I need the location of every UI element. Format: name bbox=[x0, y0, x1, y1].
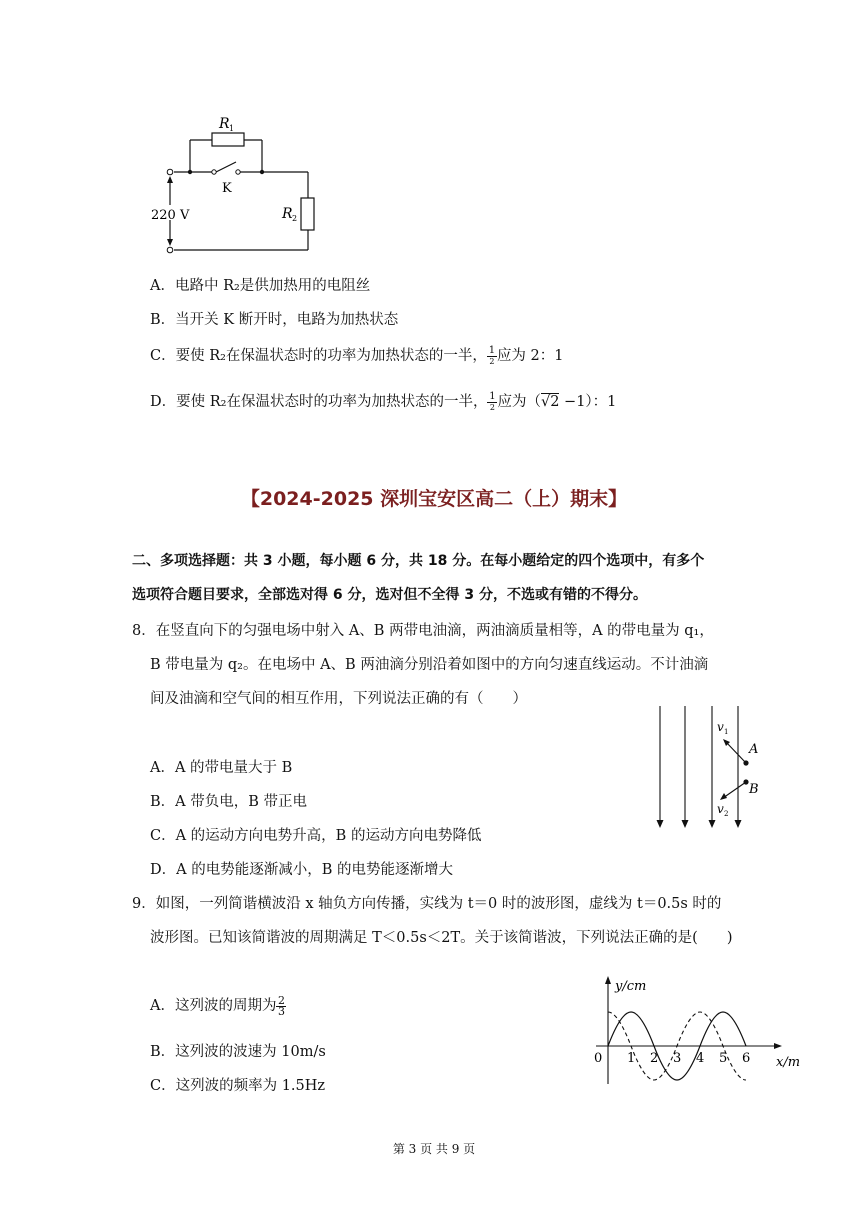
label-v1: v bbox=[717, 720, 724, 734]
circuit-diagram bbox=[151, 108, 330, 258]
voltage-label: 220 V bbox=[151, 208, 190, 223]
label-v2-sub: 2 bbox=[724, 810, 729, 818]
q9-option-c: C．这列波的频率为 1.5Hz bbox=[150, 1078, 326, 1094]
tick-1: 1 bbox=[627, 1051, 636, 1066]
q7-option-c-suffix: 应为 2：1 bbox=[496, 348, 564, 364]
r2-sub: 2 bbox=[292, 214, 298, 223]
label-v2: v bbox=[717, 802, 724, 816]
r1-label: R bbox=[219, 116, 230, 132]
section2-line1: 二、多项选择题：共 3 小题，每小题 6 分，共 18 分。在每小题给定的四个选项中，有多个 bbox=[132, 553, 705, 569]
switch-label: K bbox=[222, 181, 232, 196]
frac-num: 1 bbox=[489, 390, 496, 402]
label-b: B bbox=[749, 782, 759, 797]
tick-2: 2 bbox=[650, 1051, 659, 1066]
section2-line2: 选项符合题目要求，全部选对得 6 分，选对但不全得 3 分，不选或有错的不得分。 bbox=[132, 587, 647, 603]
q7-option-d-suffix: −1）：1 bbox=[559, 394, 617, 410]
electric-field-figure bbox=[650, 702, 770, 834]
q7-option-d-prefix: D．要使 R₂在保温状态时的功率为加热状态的一半， bbox=[150, 394, 488, 410]
fraction bbox=[276, 993, 286, 1018]
q9-option-a-prefix: A．这列波的周期为 bbox=[150, 998, 277, 1014]
q7-option-d-mid: 应为（ bbox=[497, 394, 541, 410]
q7-option-b: B．当开关 K 断开时，电路为加热状态 bbox=[150, 312, 399, 328]
origin-label: 0 bbox=[594, 1051, 603, 1066]
q9-line1: 9．如图，一列简谐横波沿 x 轴负方向传播，实线为 t＝0 时的波形图，虚线为 t＝0.5s 时的 bbox=[132, 896, 722, 912]
y-axis-label: y/cm bbox=[615, 979, 647, 994]
fraction bbox=[487, 346, 497, 367]
fraction bbox=[487, 392, 497, 413]
tick-4: 4 bbox=[696, 1051, 705, 1066]
tick-3: 3 bbox=[673, 1051, 682, 1066]
q8-option-b: B．A 带负电，B 带正电 bbox=[150, 794, 307, 810]
wave-graph bbox=[588, 970, 808, 1090]
page-footer: 第 3 页 共 9 页 bbox=[392, 1142, 476, 1156]
q9-option-a bbox=[150, 994, 286, 1017]
q9-option-b: B．这列波的波速为 10m/s bbox=[150, 1044, 326, 1060]
frac-num: 1 bbox=[488, 344, 496, 356]
r1-sub: 1 bbox=[229, 124, 235, 133]
sqrt-two: √2 bbox=[540, 394, 560, 410]
label-v1-sub: 1 bbox=[724, 728, 729, 736]
frac-den: 2 bbox=[489, 402, 496, 412]
q7-option-a: A．电路中 R₂是供加热用的电阻丝 bbox=[150, 278, 371, 294]
frac-den: 3 bbox=[277, 1004, 285, 1018]
q8-option-a: A．A 的带电量大于 B bbox=[150, 760, 293, 776]
q7-option-d bbox=[150, 390, 616, 413]
x-axis-label: x/m bbox=[776, 1055, 801, 1070]
q8-option-d: D．A 的电势能逐渐减小，B 的电势能逐渐增大 bbox=[150, 862, 453, 878]
q8-line3: 间及油滴和空气间的相互作用，下列说法正确的有（ ） bbox=[150, 691, 527, 707]
q8-line2: B 带电量为 q₂。在电场中 A、B 两油滴分别沿着如图中的方向匀速直线运动。不计油滴 bbox=[150, 657, 709, 673]
frac-den: 2 bbox=[489, 356, 495, 366]
tick-6: 6 bbox=[742, 1051, 751, 1066]
tick-5: 5 bbox=[719, 1051, 728, 1066]
label-a: A bbox=[749, 742, 759, 757]
q7-option-c bbox=[150, 344, 564, 367]
frac-num: 2 bbox=[277, 993, 285, 1007]
section-title: 【2024-2025 深圳宝安区高二（上）期末】 bbox=[240, 488, 628, 510]
q7-option-c-prefix: C．要使 R₂在保温状态时的功率为加热状态的一半， bbox=[150, 348, 487, 364]
q8-line1: 8．在竖直向下的匀强电场中射入 A、B 两带电油滴，两油滴质量相等，A 的带电量为 q₁， bbox=[132, 623, 714, 639]
r2-label: R bbox=[282, 206, 293, 222]
q9-line2: 波形图。已知该简谐波的周期满足 T＜0.5s＜2T。关于该简谐波，下列说法正确的是( ) bbox=[150, 930, 733, 946]
q8-option-c: C．A 的运动方向电势升高，B 的运动方向电势降低 bbox=[150, 828, 482, 844]
